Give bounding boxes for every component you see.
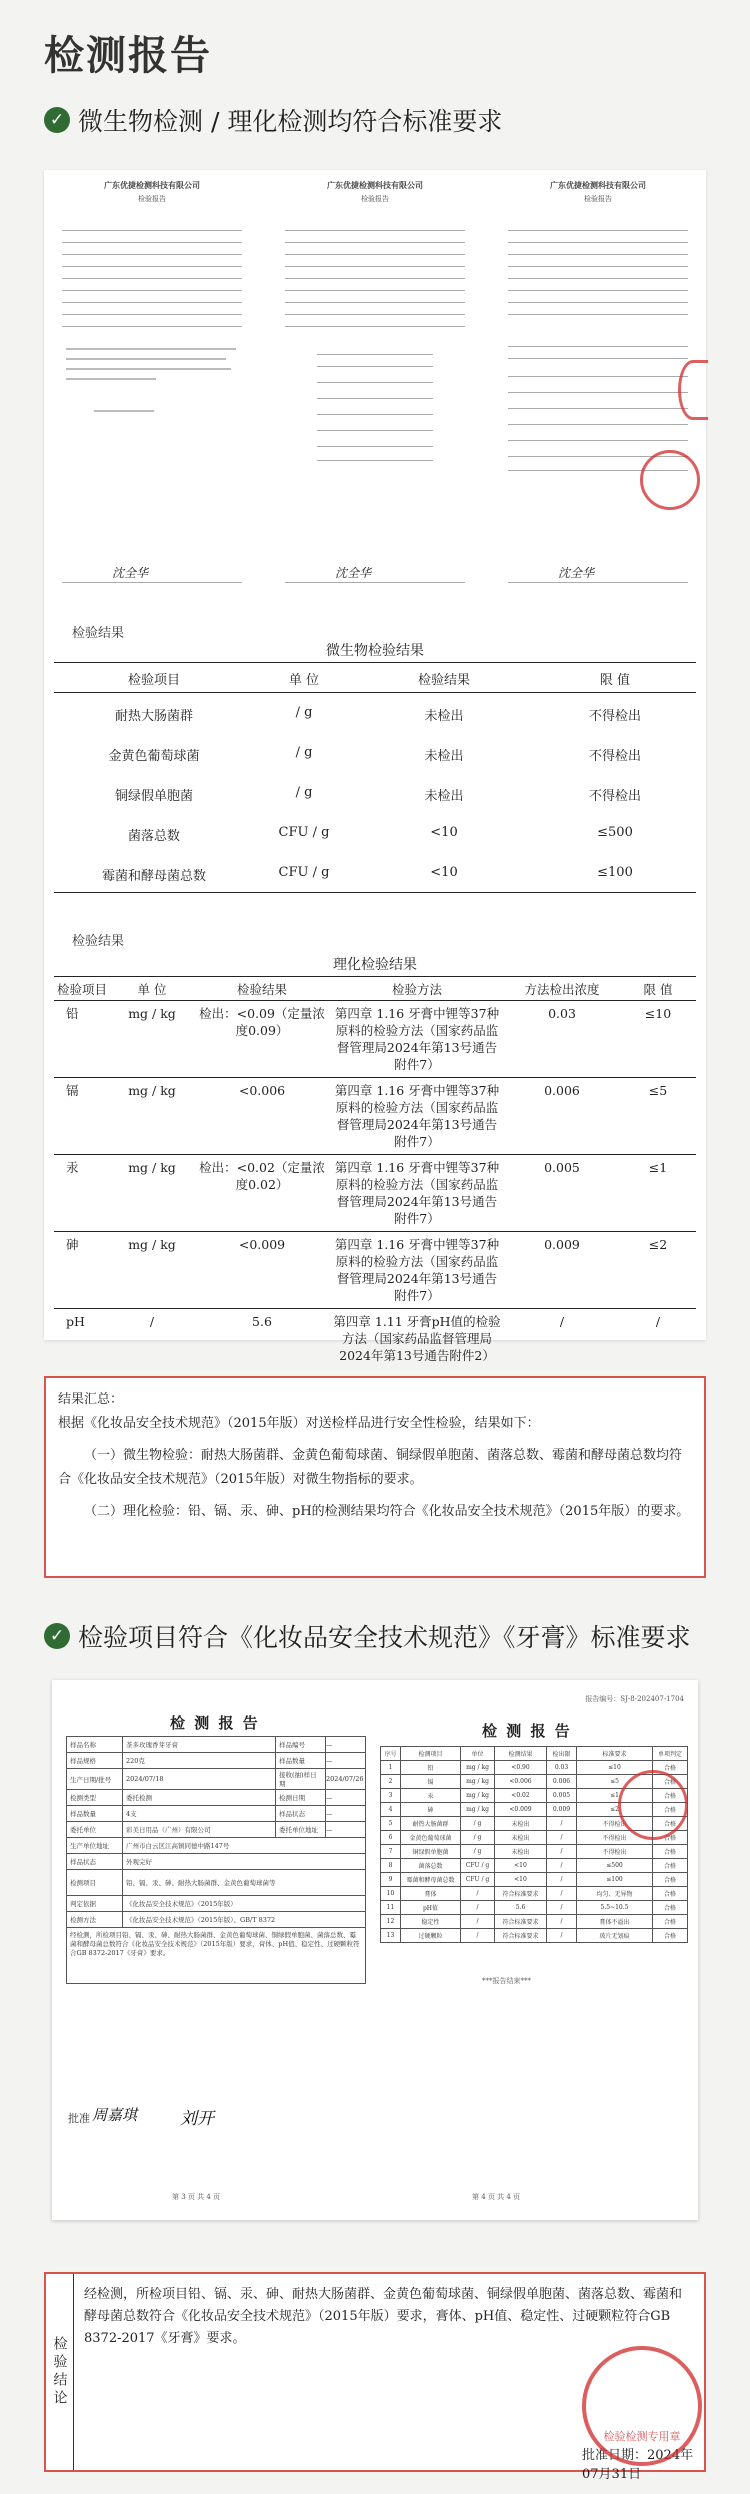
results-cell: 均匀、无异物 bbox=[577, 1887, 653, 1901]
section-heading-microbio bbox=[44, 102, 502, 138]
results-cell: 未检出 bbox=[495, 1845, 547, 1859]
chem-cell-method: 第四章 1.16 牙膏中锂等37种原料的检验方法（国家药品监督管理局2024年第13号通告附件7） bbox=[334, 1237, 500, 1303]
chem-cell-unit: mg / kg bbox=[128, 1083, 176, 1098]
micro-cell-limit: 不得检出 bbox=[588, 709, 641, 724]
micro-header-result: 检验结果 bbox=[417, 673, 470, 688]
results-cell: 合格 bbox=[653, 1831, 688, 1845]
summary-intro: 根据《化妆品安全技术规范》（2015年版）对送检样品进行安全性检验，结果如下： bbox=[58, 1416, 540, 1431]
results-cell: CFU / g bbox=[461, 1859, 495, 1873]
results-cell: <10 bbox=[495, 1859, 547, 1873]
micro-cell-limit: ≤100 bbox=[597, 864, 633, 880]
info-label: 生产日期/批号 bbox=[67, 1769, 123, 1790]
section-heading-text: 检验项目符合《化妆品安全技术规范》《牙膏》标准要求 bbox=[78, 1623, 691, 1652]
micro-cell-unit: / g bbox=[295, 705, 313, 720]
results-cell: mg / kg bbox=[461, 1789, 495, 1803]
results-cell: / bbox=[547, 1887, 577, 1901]
info-value: 4支 bbox=[123, 1806, 276, 1822]
thumbnail-company: 广东优捷检测科技有限公司 bbox=[327, 180, 423, 190]
chem-cell-result: <0.006 bbox=[238, 1083, 286, 1098]
results-cell: 合格 bbox=[653, 1929, 688, 1943]
stamp-text: 检验检测专用章 bbox=[603, 2430, 681, 2443]
chem-results-table bbox=[54, 976, 696, 1379]
micro-cell-result: <10 bbox=[430, 824, 458, 840]
chem-cell-unit: mg / kg bbox=[128, 1237, 176, 1252]
micro-cell-unit: / g bbox=[295, 784, 313, 800]
results-header: 序号 bbox=[381, 1747, 401, 1761]
info-value: — bbox=[326, 1753, 366, 1769]
table-row bbox=[381, 1915, 688, 1929]
chem-cell-detection: 0.006 bbox=[544, 1083, 580, 1098]
results-cell: 3 bbox=[381, 1789, 401, 1803]
info-label: 接收(抽)样日期 bbox=[276, 1769, 326, 1790]
info-value: — bbox=[326, 1806, 366, 1822]
thumbnail-company: 广东优捷检测科技有限公司 bbox=[104, 180, 200, 190]
results-cell: <0.006 bbox=[495, 1775, 547, 1789]
micro-section-label: 检验结果 bbox=[72, 626, 125, 641]
chem-cell-detection: / bbox=[559, 1314, 565, 1329]
info-label: 样品数量 bbox=[67, 1806, 123, 1822]
chem-section-label: 检验结果 bbox=[72, 934, 125, 949]
chem-cell-result: <0.009 bbox=[238, 1237, 286, 1252]
results-cell: / g bbox=[461, 1831, 495, 1845]
results-cell: 符合标准要求 bbox=[495, 1915, 547, 1929]
results-cell: 砷 bbox=[401, 1803, 461, 1817]
info-value: — bbox=[326, 1822, 366, 1838]
results-cell: 膏体 bbox=[401, 1887, 461, 1901]
results-cell: mg / kg bbox=[461, 1803, 495, 1817]
results-cell: 符合标准要求 bbox=[495, 1929, 547, 1943]
chem-cell-unit: mg / kg bbox=[128, 1006, 176, 1021]
chem-cell-limit: ≤1 bbox=[648, 1160, 668, 1175]
summary-microbio: （一）微生物检验：耐热大肠菌群、金黄色葡萄球菌、铜绿假单胞菌、菌落总数、霉菌和酵母菌总数均符合《化妆品安全技术规范》（2015年版）对微生物指标的要求。 bbox=[58, 1448, 683, 1487]
chem-header-unit: 单 位 bbox=[137, 982, 167, 997]
chem-cell-limit: ≤2 bbox=[648, 1237, 668, 1252]
results-cell: 玻片无划痕 bbox=[577, 1929, 653, 1943]
chem-cell-item: 镉 bbox=[66, 1083, 79, 1098]
red-seal-stamp bbox=[640, 450, 700, 510]
results-cell: 合格 bbox=[653, 1845, 688, 1859]
results-cell: 汞 bbox=[401, 1789, 461, 1803]
results-cell: CFU / g bbox=[461, 1873, 495, 1887]
results-cell: <0.02 bbox=[495, 1789, 547, 1803]
chem-cell-method: 第四章 1.16 牙膏中锂等37种原料的检验方法（国家药品监督管理局2024年第13号通告附件7） bbox=[334, 1006, 500, 1072]
thumbnail-signature: 沈全华 bbox=[335, 566, 372, 580]
chem-cell-result: 5.6 bbox=[252, 1314, 272, 1329]
chem-cell-item: 砷 bbox=[66, 1237, 79, 1252]
results-cell: ≤500 bbox=[577, 1859, 653, 1873]
chem-cell-result: 检出：<0.02（定量浓度0.02） bbox=[199, 1160, 325, 1192]
results-cell: 5.6 bbox=[495, 1901, 547, 1915]
results-cell: ≤100 bbox=[577, 1873, 653, 1887]
conclusion-box bbox=[44, 2272, 706, 2482]
chem-cell-limit: / bbox=[655, 1314, 661, 1329]
conclusion-label: 检验结论 bbox=[46, 2274, 74, 2470]
results-cell: 4 bbox=[381, 1803, 401, 1817]
table-row bbox=[54, 773, 696, 813]
results-cell: 不得检出 bbox=[577, 1817, 653, 1831]
results-header: 单项判定 bbox=[653, 1747, 688, 1761]
results-cell: 合格 bbox=[653, 1887, 688, 1901]
results-cell: 10 bbox=[381, 1887, 401, 1901]
chem-header-result: 检验结果 bbox=[236, 982, 287, 997]
table-row bbox=[54, 693, 696, 733]
table-row bbox=[54, 1001, 696, 1078]
page-number-left: 第 3 页 共 4 页 bbox=[172, 2193, 221, 2201]
thumbnail-signature: 沈全华 bbox=[558, 566, 595, 580]
chem-cell-method: 第四章 1.16 牙膏中锂等37种原料的检验方法（国家药品监督管理局2024年第13号通告附件7） bbox=[334, 1083, 500, 1149]
info-value: — bbox=[326, 1790, 366, 1806]
chem-header-limit: 限 值 bbox=[643, 982, 673, 997]
results-cell: ≤10 bbox=[577, 1761, 653, 1775]
results-cell: <0.90 bbox=[495, 1761, 547, 1775]
micro-cell-result: 未检出 bbox=[424, 709, 464, 724]
info-label: 样品状态 bbox=[67, 1854, 123, 1870]
micro-cell-result: 未检出 bbox=[424, 788, 464, 804]
results-cell: 合格 bbox=[653, 1901, 688, 1915]
results-cell: / bbox=[547, 1845, 577, 1859]
info-value: 铅、镉、汞、砷、耐热大肠菌群、金黄色葡萄球菌等 bbox=[123, 1870, 366, 1896]
results-cell: ≤1 bbox=[577, 1789, 653, 1803]
results-header: 检测结果 bbox=[495, 1747, 547, 1761]
info-label: 委托单位 bbox=[67, 1822, 123, 1838]
section-heading-text: 微生物检测 / 理化检测均符合标准要求 bbox=[78, 107, 503, 136]
micro-cell-item: 金黄色葡萄球菌 bbox=[108, 748, 200, 764]
info-value: 广州市白云区江高镇同德中路147号 bbox=[123, 1838, 366, 1854]
table-row bbox=[381, 1873, 688, 1887]
summary-label: 结果汇总： bbox=[58, 1392, 124, 1407]
thumbnail-company: 广东优捷检测科技有限公司 bbox=[550, 180, 646, 190]
results-cell: 耐热大肠菌群 bbox=[401, 1817, 461, 1831]
results-cell: 菌落总数 bbox=[401, 1859, 461, 1873]
conclusion-text: 经检测，所检项目铅、镉、汞、砷、耐热大肠菌群、金黄色葡萄球菌、铜绿假单胞菌、菌落总数、霉菌和酵母菌总数符合《化妆品安全技术规范》（2015年版）要求，膏体、pH值、稳定性、过硬颗粒符合GB 8372-2017《牙膏》要求。 bbox=[84, 2287, 683, 2346]
chem-cell-method: 第四章 1.16 牙膏中锂等37种原料的检验方法（国家药品监督管理局2024年第13号通告附件7） bbox=[334, 1160, 500, 1226]
results-cell: 2 bbox=[381, 1775, 401, 1789]
results-cell: / bbox=[547, 1901, 577, 1915]
results-summary-box bbox=[44, 1376, 706, 1578]
results-header: 检测项目 bbox=[401, 1747, 461, 1761]
results-cell: 7 bbox=[381, 1845, 401, 1859]
micro-header-item: 检验项目 bbox=[127, 673, 180, 688]
chem-cell-limit: ≤10 bbox=[644, 1006, 672, 1021]
results-cell: 合格 bbox=[653, 1761, 688, 1775]
results-cell: ≤2 bbox=[577, 1803, 653, 1817]
results-cell: 12 bbox=[381, 1915, 401, 1929]
results-cell: 霉菌和酵母菌总数 bbox=[401, 1873, 461, 1887]
results-cell: 合格 bbox=[653, 1803, 688, 1817]
results-header: 单位 bbox=[461, 1747, 495, 1761]
info-label: 检测日期 bbox=[276, 1790, 326, 1806]
report2-info-table bbox=[66, 1736, 366, 1984]
results-cell: 合格 bbox=[653, 1915, 688, 1929]
table-row bbox=[54, 1232, 696, 1309]
results-cell: 5 bbox=[381, 1817, 401, 1831]
micro-header-limit: 限 值 bbox=[599, 673, 631, 688]
thumbnail-title: 检验报告 bbox=[138, 195, 166, 203]
approver-label: 批准 bbox=[68, 2112, 90, 2125]
page-title: 检测报告 bbox=[44, 33, 212, 79]
second-report-scan bbox=[52, 1680, 698, 2220]
results-cell: / bbox=[461, 1901, 495, 1915]
table-row bbox=[54, 1078, 696, 1155]
results-cell: 合格 bbox=[653, 1859, 688, 1873]
chem-header-item: 检验项目 bbox=[56, 982, 107, 997]
micro-cell-unit: / g bbox=[295, 744, 313, 760]
results-cell: 不得检出 bbox=[577, 1845, 653, 1859]
report-thumbnail-2 bbox=[277, 170, 473, 610]
results-cell: <10 bbox=[495, 1873, 547, 1887]
chem-cell-item: pH bbox=[66, 1314, 85, 1329]
results-cell: / bbox=[547, 1859, 577, 1873]
info-label: 检测类型 bbox=[67, 1790, 123, 1806]
results-cell: 未检出 bbox=[495, 1817, 547, 1831]
info-value: 外观完好 bbox=[123, 1854, 366, 1870]
table-row bbox=[381, 1859, 688, 1873]
results-cell: / bbox=[547, 1873, 577, 1887]
results-cell: / bbox=[461, 1887, 495, 1901]
thumbnail-signature: 沈全华 bbox=[112, 566, 149, 580]
results-cell: 合格 bbox=[653, 1873, 688, 1887]
red-seal-stamp-edge bbox=[678, 360, 708, 420]
chem-cell-unit: mg / kg bbox=[128, 1160, 176, 1175]
results-cell: 稳定性 bbox=[401, 1915, 461, 1929]
table-row bbox=[381, 1929, 688, 1943]
table-row bbox=[381, 1845, 688, 1859]
info-value: 茶多玫瑰香芽牙膏 bbox=[123, 1737, 276, 1753]
results-cell: 11 bbox=[381, 1901, 401, 1915]
chem-cell-unit: / bbox=[149, 1314, 155, 1329]
micro-cell-unit: CFU / g bbox=[278, 864, 330, 880]
info-value: 2024/07/18 bbox=[123, 1769, 276, 1790]
signature-1: 周嘉琪 bbox=[92, 2106, 138, 2124]
chem-cell-detection: 0.009 bbox=[544, 1237, 580, 1252]
micro-cell-result: 未检出 bbox=[424, 748, 464, 764]
red-seal-stamp bbox=[618, 1770, 688, 1840]
results-cell: 0.009 bbox=[547, 1803, 577, 1817]
results-cell: 5.5~10.5 bbox=[577, 1901, 653, 1915]
check-circle-icon: ✓ bbox=[44, 107, 70, 133]
report-thumbnail-1 bbox=[54, 170, 250, 610]
results-cell: / bbox=[547, 1915, 577, 1929]
report2-right-title: 检 测 报 告 bbox=[482, 1722, 572, 1740]
thumbnail-title: 检验报告 bbox=[584, 195, 612, 203]
chem-cell-item: 铅 bbox=[66, 1006, 79, 1021]
results-cell: 镉 bbox=[401, 1775, 461, 1789]
chem-cell-result: 检出：<0.09（定量浓度0.09） bbox=[199, 1006, 325, 1038]
results-cell: / g bbox=[461, 1845, 495, 1859]
results-cell: / bbox=[547, 1929, 577, 1943]
table-row bbox=[54, 1309, 696, 1379]
thumbnail-title: 检验报告 bbox=[361, 195, 389, 203]
table-row bbox=[54, 1155, 696, 1232]
micro-table-caption: 微生物检验结果 bbox=[326, 643, 424, 659]
table-row bbox=[54, 813, 696, 853]
report2-left-title: 检 测 报 告 bbox=[170, 1714, 260, 1732]
info-label: 样品状态 bbox=[276, 1806, 326, 1822]
results-cell: 未检出 bbox=[495, 1831, 547, 1845]
info-label: 样品数量 bbox=[276, 1753, 326, 1769]
chem-cell-detection: 0.005 bbox=[544, 1160, 580, 1175]
results-cell: / bbox=[461, 1929, 495, 1943]
table-row bbox=[54, 853, 696, 893]
results-cell: 9 bbox=[381, 1873, 401, 1887]
info-label: 生产单位地址 bbox=[67, 1838, 123, 1854]
info-value: 彩美日用品（广州）有限公司 bbox=[123, 1822, 276, 1838]
results-cell: 合格 bbox=[653, 1775, 688, 1789]
chem-cell-detection: 0.03 bbox=[548, 1006, 576, 1021]
results-cell: 0.03 bbox=[547, 1761, 577, 1775]
info-label: 样品名称 bbox=[67, 1737, 123, 1753]
info-label: 检测项目 bbox=[67, 1870, 123, 1896]
micro-cell-result: <10 bbox=[430, 864, 458, 880]
results-cell: 0.005 bbox=[547, 1789, 577, 1803]
report2-conclusion-text: 经检测，所检项目铅、镉、汞、砷、耐热大肠菌群、金黄色葡萄球菌、铜绿假单胞菌、菌落总数、霉菌和酵母菌总数符合《化妆品安全技术规范》（2015年版）要求，膏体、pH值、稳定性、过硬颗粒符合GB 8372-2017《牙膏》要求。 bbox=[67, 1928, 366, 1984]
micro-cell-limit: ≤500 bbox=[597, 824, 633, 840]
report-number: 报告编号：SJ-8-202407-1704 bbox=[585, 1695, 684, 1703]
results-cell: / g bbox=[461, 1817, 495, 1831]
results-cell: 合格 bbox=[653, 1789, 688, 1803]
chem-table-caption: 理化检验结果 bbox=[333, 957, 417, 973]
section-heading-standard bbox=[44, 1618, 691, 1654]
results-cell: 8 bbox=[381, 1859, 401, 1873]
summary-chemistry: （二）理化检验：铅、镉、汞、砷、pH的检测结果均符合《化妆品安全技术规范》（2015年版）的要求。 bbox=[84, 1504, 690, 1519]
report-scan-card bbox=[44, 170, 706, 1363]
report-thumbnail-3 bbox=[500, 170, 696, 610]
results-cell: 6 bbox=[381, 1831, 401, 1845]
results-cell: 1 bbox=[381, 1761, 401, 1775]
table-row bbox=[54, 733, 696, 773]
check-circle-icon: ✓ bbox=[44, 1623, 70, 1649]
results-cell: / bbox=[547, 1831, 577, 1845]
results-cell: 铅 bbox=[401, 1761, 461, 1775]
micro-cell-limit: 不得检出 bbox=[588, 748, 641, 764]
results-cell: ≤5 bbox=[577, 1775, 653, 1789]
results-header: 标准要求 bbox=[577, 1747, 653, 1761]
micro-header-unit: 单 位 bbox=[288, 673, 320, 688]
micro-results-table bbox=[54, 662, 696, 893]
results-cell: mg / kg bbox=[461, 1775, 495, 1789]
results-cell: mg / kg bbox=[461, 1761, 495, 1775]
results-cell: 13 bbox=[381, 1929, 401, 1943]
info-value: 《化妆品安全技术规范》（2015年版）、GB/T 8372 bbox=[123, 1912, 366, 1928]
micro-cell-item: 耐热大肠菌群 bbox=[114, 709, 193, 724]
micro-cell-limit: 不得检出 bbox=[588, 788, 641, 804]
report-end-note: ***报告结束*** bbox=[482, 1977, 531, 1985]
info-value: 2024/07/26 bbox=[326, 1769, 366, 1790]
micro-cell-item: 菌落总数 bbox=[127, 828, 180, 844]
chem-header-method: 检验方法 bbox=[391, 982, 442, 997]
results-cell: 0.006 bbox=[547, 1775, 577, 1789]
info-value: 委托检测 bbox=[123, 1790, 276, 1806]
results-cell: <0.009 bbox=[495, 1803, 547, 1817]
micro-cell-unit: CFU / g bbox=[278, 824, 330, 840]
table-row bbox=[381, 1901, 688, 1915]
results-cell: 过硬颗粒 bbox=[401, 1929, 461, 1943]
info-label: 委托单位地址 bbox=[276, 1822, 326, 1838]
results-cell: pH值 bbox=[401, 1901, 461, 1915]
micro-cell-item: 铜绿假单胞菌 bbox=[114, 788, 193, 804]
results-cell: / bbox=[547, 1817, 577, 1831]
signature-2: 刘开 bbox=[180, 2109, 214, 2129]
info-value: 《化妆品安全技术规范》（2015年版） bbox=[123, 1896, 366, 1912]
red-seal-stamp bbox=[582, 2346, 702, 2466]
results-cell: 不得检出 bbox=[577, 1831, 653, 1845]
results-cell: 合格 bbox=[653, 1817, 688, 1831]
results-cell: 符合标准要求 bbox=[495, 1887, 547, 1901]
page-number-right: 第 4 页 共 4 页 bbox=[472, 2193, 521, 2201]
results-cell: 铜绿假单胞菌 bbox=[401, 1845, 461, 1859]
info-label: 检测方法 bbox=[67, 1912, 123, 1928]
info-label: 样品规格 bbox=[67, 1753, 123, 1769]
info-value: 220克 bbox=[123, 1753, 276, 1769]
chem-cell-item: 汞 bbox=[66, 1160, 79, 1175]
chem-header-detection: 方法检出浓度 bbox=[524, 982, 600, 997]
chem-cell-method: 第四章 1.11 牙膏pH值的检验方法（国家药品监督管理局2024年第13号通告附件2） bbox=[333, 1314, 501, 1363]
results-header: 检出限 bbox=[547, 1747, 577, 1761]
results-cell: 金黄色葡萄球菌 bbox=[401, 1831, 461, 1845]
chem-cell-limit: ≤5 bbox=[648, 1083, 668, 1098]
approval-date: 批准日期：2024年07月31日 bbox=[582, 2448, 694, 2482]
info-value: — bbox=[326, 1737, 366, 1753]
info-label: 判定依据 bbox=[67, 1896, 123, 1912]
info-label: 样品编号 bbox=[276, 1737, 326, 1753]
results-cell: 膏体不溢出 bbox=[577, 1915, 653, 1929]
micro-cell-item: 霉菌和酵母菌总数 bbox=[101, 868, 206, 884]
results-cell: / bbox=[461, 1915, 495, 1929]
table-row bbox=[381, 1887, 688, 1901]
